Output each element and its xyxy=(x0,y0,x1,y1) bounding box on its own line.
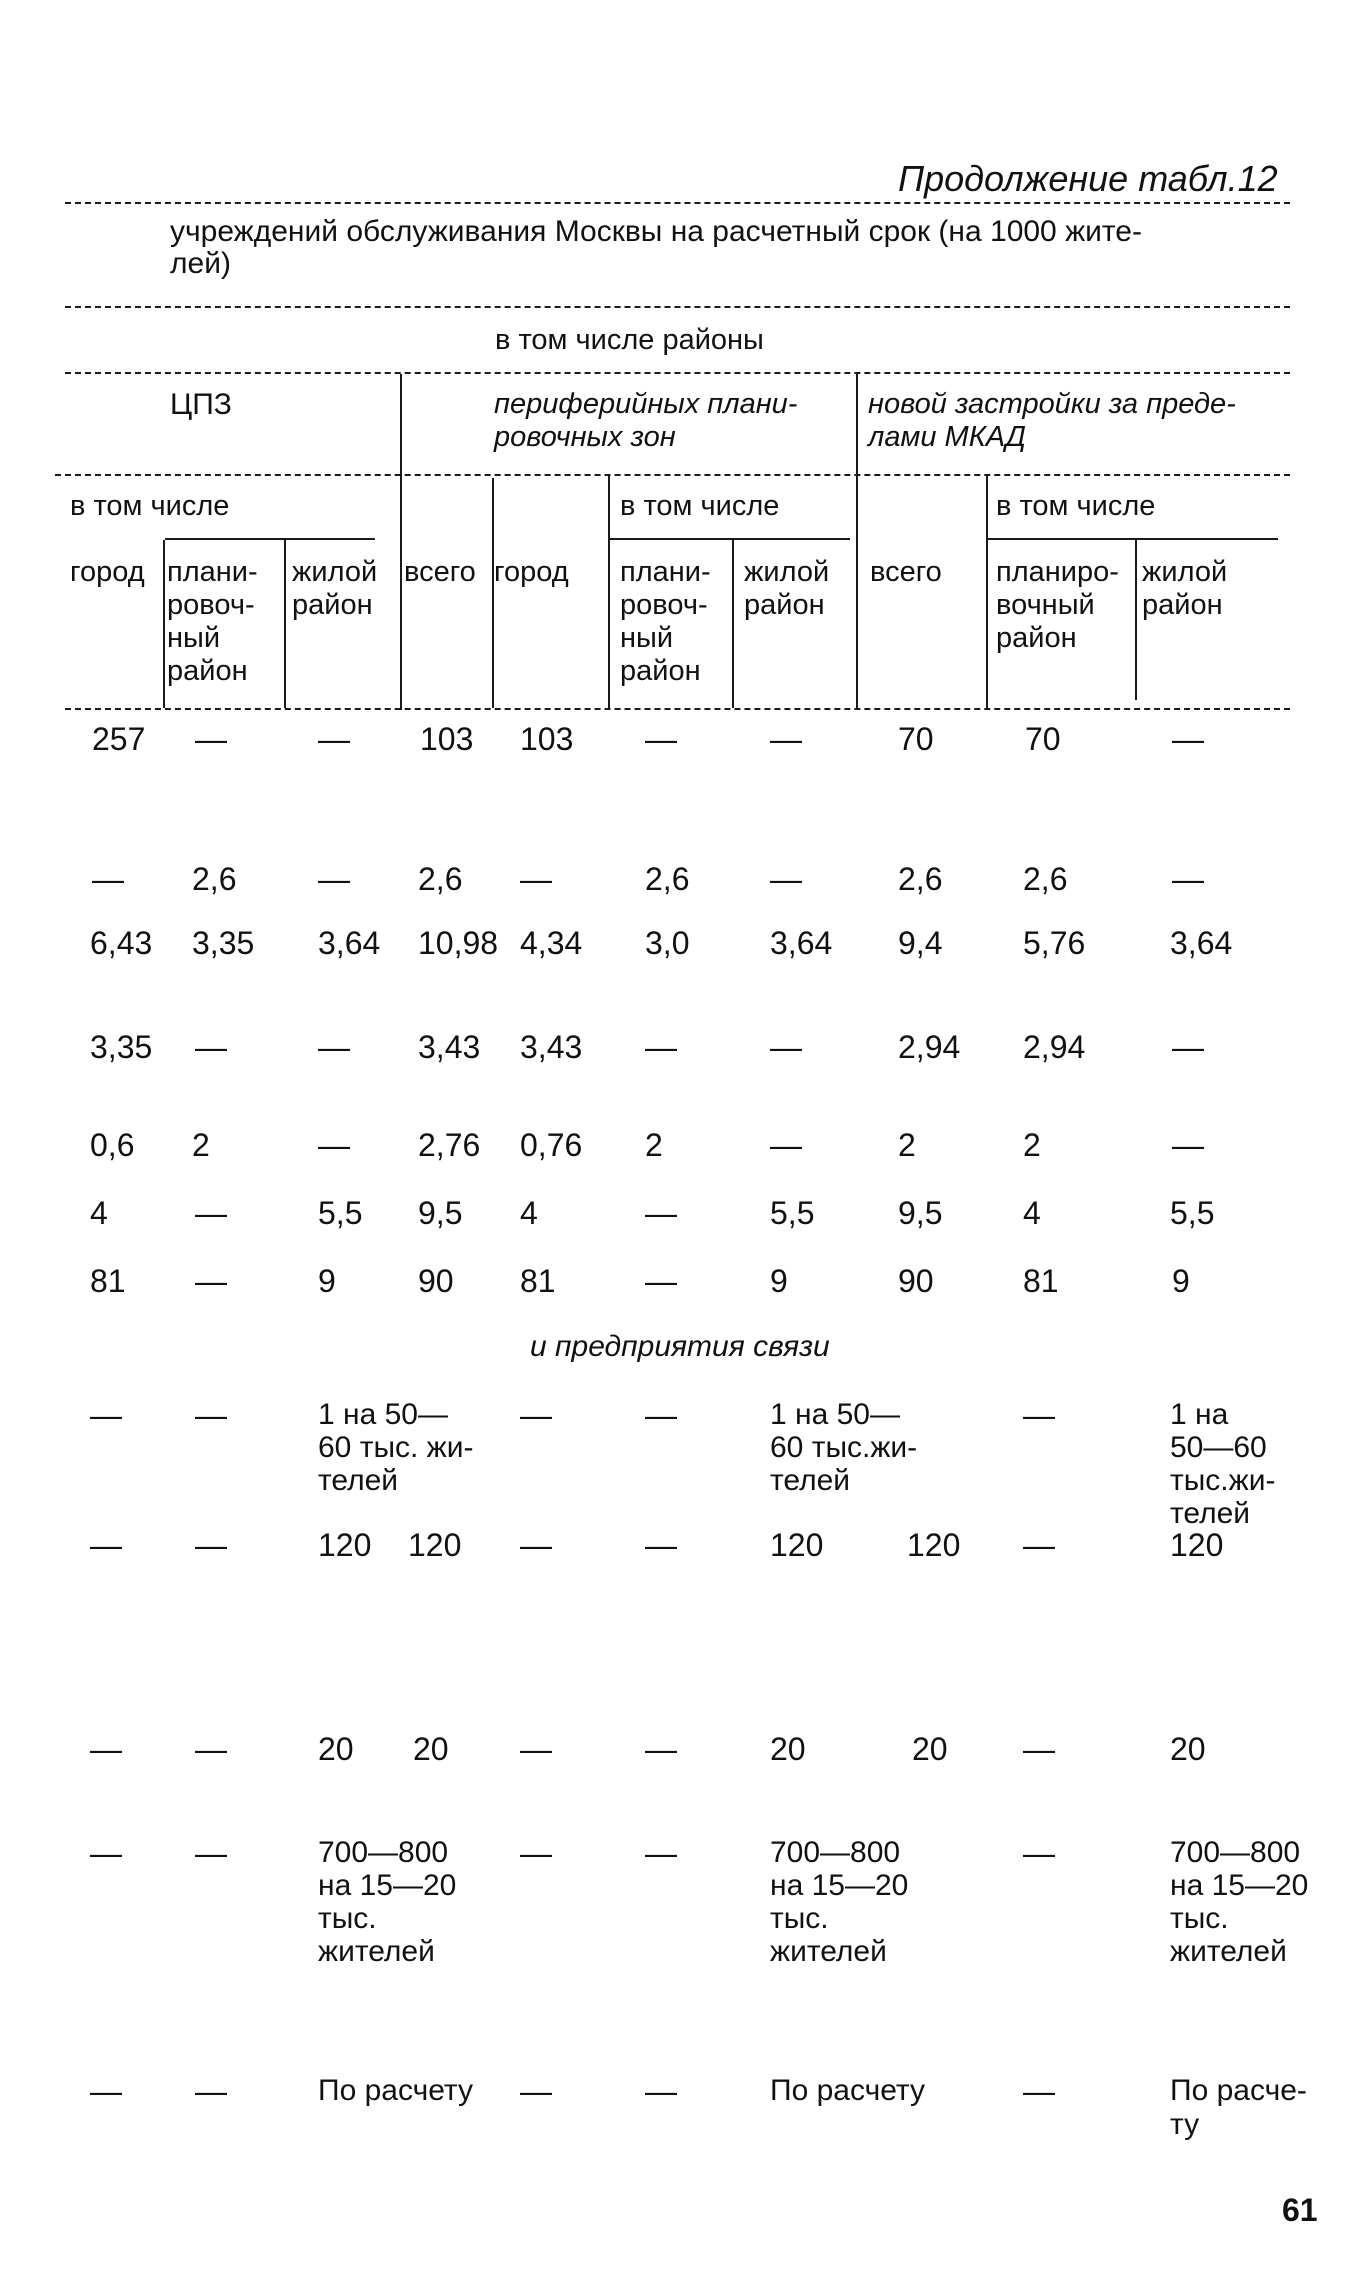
rule-incl-per xyxy=(610,538,850,540)
cell: — xyxy=(195,721,227,757)
cell: 4,34 xyxy=(520,925,583,961)
cell: 9,4 xyxy=(898,925,943,961)
cell: 5,5 xyxy=(1170,1195,1215,1231)
col-gorod-cpz: город xyxy=(70,556,145,588)
cell: 257 xyxy=(92,721,146,757)
rule-group xyxy=(65,372,1290,374)
cell: 90 xyxy=(418,1263,454,1299)
cell: — xyxy=(90,2073,122,2109)
cell: По расчету xyxy=(318,2074,474,2107)
cell: — xyxy=(520,1731,552,1767)
cell: — xyxy=(195,1263,227,1299)
cell: 2 xyxy=(1023,1127,1041,1163)
cell: 0,76 xyxy=(520,1127,583,1163)
cell: 120 xyxy=(907,1527,961,1563)
cell: 4 xyxy=(1023,1195,1041,1231)
cell: — xyxy=(195,1731,227,1767)
cell: — xyxy=(90,1397,122,1433)
group-label: в том числе районы xyxy=(495,324,764,356)
cell: — xyxy=(770,861,802,897)
col-vsego-per: всего xyxy=(404,556,476,588)
cell: 81 xyxy=(1023,1263,1059,1299)
cell: — xyxy=(195,1195,227,1231)
cell: — xyxy=(1172,861,1204,897)
cell: 5,5 xyxy=(318,1195,363,1231)
col-gorod-per: город xyxy=(494,556,569,588)
cell: 3,64 xyxy=(770,925,833,961)
cell: 20 xyxy=(770,1731,806,1767)
cell: — xyxy=(1172,1127,1204,1163)
cell: — xyxy=(645,1029,677,1065)
cell: 700—800 на 15—20 тыс. жителей xyxy=(1170,1836,1309,1968)
vline-cpz-end xyxy=(400,374,402,710)
cell: 6,43 xyxy=(90,925,153,961)
cell: 70 xyxy=(1025,721,1061,757)
vline-new-incl xyxy=(986,476,988,710)
cell: — xyxy=(645,1195,677,1231)
vline-new-plan xyxy=(1135,540,1137,700)
cell: — xyxy=(92,861,124,897)
page-number: 61 xyxy=(1282,2192,1318,2228)
cell: 103 xyxy=(520,721,574,757)
cell: 700—800 на 15—20 тыс. жителей xyxy=(770,1836,909,1968)
cell: — xyxy=(520,1527,552,1563)
cell: По расчету xyxy=(770,2074,926,2107)
zone-new: новой застройки за преде- лами МКАД xyxy=(868,388,1236,453)
cell: 20 xyxy=(1170,1731,1206,1767)
cell: 3,0 xyxy=(645,925,690,961)
cell: 2,6 xyxy=(1023,861,1068,897)
cell: — xyxy=(1172,1029,1204,1065)
cell: 9 xyxy=(1172,1263,1190,1299)
cell: 1 на 50— 60 тыс. жи- телей xyxy=(318,1398,474,1497)
cell: 5,5 xyxy=(770,1195,815,1231)
col-zhil-per: жилой район xyxy=(744,556,830,621)
cell: — xyxy=(520,2073,552,2109)
cell: 0,6 xyxy=(90,1127,135,1163)
cell: — xyxy=(1023,1731,1055,1767)
cell: 90 xyxy=(898,1263,934,1299)
cell: 9,5 xyxy=(418,1195,463,1231)
cell: — xyxy=(645,1835,677,1871)
cell: — xyxy=(770,1029,802,1065)
incl-per: в том числе xyxy=(620,490,780,522)
cell: 2,6 xyxy=(192,861,237,897)
cell: 2,76 xyxy=(418,1127,481,1163)
incl-cpz: в том числе xyxy=(70,490,230,522)
cell: 1 на 50—60 тыс.жи- телей xyxy=(1170,1398,1276,1530)
cell: — xyxy=(1023,1397,1055,1433)
rule-zones xyxy=(55,474,1290,476)
cell: 2 xyxy=(898,1127,916,1163)
cell: 9 xyxy=(318,1263,336,1299)
cell: — xyxy=(195,1527,227,1563)
cell: 700—800 на 15—20 тыс. жителей xyxy=(318,1836,457,1968)
cell: — xyxy=(1023,2073,1055,2109)
vline-cpz-gorod xyxy=(163,540,165,708)
cell: — xyxy=(90,1835,122,1871)
cell: 81 xyxy=(90,1263,126,1299)
cell: — xyxy=(195,1835,227,1871)
rule-incl-cpz xyxy=(165,538,375,540)
cell: 20 xyxy=(912,1731,948,1767)
cell: — xyxy=(195,2073,227,2109)
cell: 81 xyxy=(520,1263,556,1299)
cell: По расче- ту xyxy=(1170,2074,1307,2141)
rule-header-bottom xyxy=(65,708,1290,710)
vline-cpz-plan xyxy=(284,540,286,708)
cell: 120 xyxy=(318,1527,372,1563)
cell: 9 xyxy=(770,1263,788,1299)
cell: — xyxy=(318,861,350,897)
zone-peripheral: периферийных плани- ровочных зон xyxy=(494,388,798,453)
incl-new: в том числе xyxy=(996,490,1156,522)
cell: 120 xyxy=(408,1527,462,1563)
table-continuation-label: Продолжение табл.12 xyxy=(898,158,1278,199)
section-title: и предприятия связи xyxy=(530,1330,830,1363)
cell: 2,6 xyxy=(898,861,943,897)
cell: 3,64 xyxy=(1170,925,1233,961)
cell: 4 xyxy=(90,1195,108,1231)
cell: — xyxy=(90,1731,122,1767)
rule-incl-new xyxy=(988,538,1278,540)
cell: — xyxy=(195,1029,227,1065)
zone-cpz: ЦПЗ xyxy=(170,388,232,421)
cell: 103 xyxy=(420,721,474,757)
cell: 2 xyxy=(645,1127,663,1163)
col-plan-new: планиро- вочный район xyxy=(996,556,1119,654)
cell: 5,76 xyxy=(1023,925,1086,961)
cell: — xyxy=(520,861,552,897)
cell: — xyxy=(520,1835,552,1871)
cell: — xyxy=(318,1127,350,1163)
cell: 3,43 xyxy=(520,1029,583,1065)
rule-top xyxy=(65,202,1290,204)
cell: — xyxy=(90,1527,122,1563)
cell: — xyxy=(1023,1835,1055,1871)
cell: — xyxy=(318,1029,350,1065)
col-zhil-cpz: жилой район xyxy=(292,556,378,621)
cell: — xyxy=(770,721,802,757)
cell: 2,94 xyxy=(1023,1029,1086,1065)
rule-caption xyxy=(65,306,1290,308)
vline-per-plan xyxy=(732,540,734,708)
cell: 3,64 xyxy=(318,925,381,961)
col-vsego-new: всего xyxy=(870,556,942,588)
cell: — xyxy=(645,1527,677,1563)
cell: — xyxy=(645,1731,677,1767)
cell: 20 xyxy=(413,1731,449,1767)
cell: — xyxy=(1172,721,1204,757)
cell: — xyxy=(318,721,350,757)
cell: 3,35 xyxy=(90,1029,153,1065)
cell: — xyxy=(520,1397,552,1433)
cell: 120 xyxy=(770,1527,824,1563)
col-plan-per: плани- ровоч- ный район xyxy=(620,556,711,687)
cell: 20 xyxy=(318,1731,354,1767)
cell: 2 xyxy=(192,1127,210,1163)
col-plan-cpz: плани- ровоч- ный район xyxy=(167,556,258,687)
cell: 2,6 xyxy=(418,861,463,897)
cell: 120 xyxy=(1170,1527,1224,1563)
cell: 4 xyxy=(520,1195,538,1231)
vline-per-vsego xyxy=(492,478,494,708)
cell: — xyxy=(645,1397,677,1433)
cell: 70 xyxy=(898,721,934,757)
cell: 1 на 50— 60 тыс.жи- телей xyxy=(770,1398,918,1497)
cell: — xyxy=(645,721,677,757)
cell: 10,98 xyxy=(418,925,499,961)
cell: 9,5 xyxy=(898,1195,943,1231)
cell: — xyxy=(645,2073,677,2109)
table-caption: учреждений обслуживания Москвы на расчетный срок (на 1000 жите- лей) xyxy=(170,215,1142,280)
cell: — xyxy=(195,1397,227,1433)
cell: 3,35 xyxy=(192,925,255,961)
cell: — xyxy=(1023,1527,1055,1563)
col-zhil-new: жилой район xyxy=(1142,556,1228,621)
vline-per-end xyxy=(856,374,858,710)
cell: 2,6 xyxy=(645,861,690,897)
cell: — xyxy=(645,1263,677,1299)
vline-per-incl xyxy=(608,476,610,710)
cell: 2,94 xyxy=(898,1029,961,1065)
cell: — xyxy=(770,1127,802,1163)
cell: 3,43 xyxy=(418,1029,481,1065)
